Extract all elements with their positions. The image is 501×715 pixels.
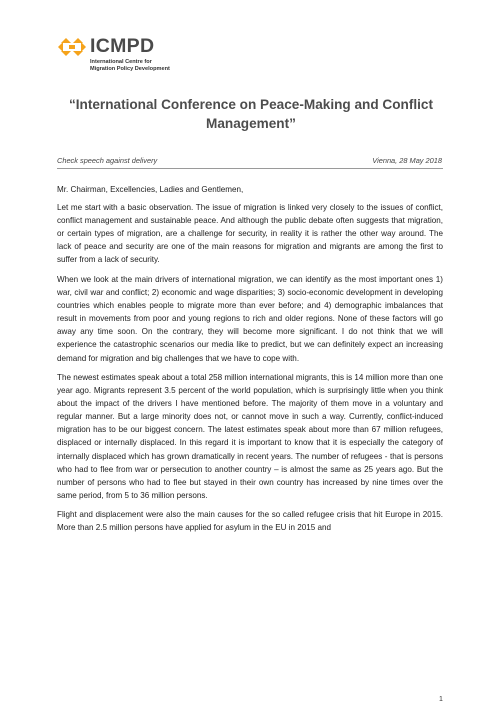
logo-wordmark: ICMPD: [90, 35, 155, 57]
document-title: “International Conference on Peace-Making and Conflict Management”: [68, 97, 434, 131]
delivery-note: Check speech against delivery: [57, 156, 158, 165]
paragraph-3: The newest estimates speak about a total 258 million international migrants, this is 14 million more than one year ago. Migrants represent 3.5 percent of the world population, which is surprisingly little when you think about the impact of the drivers I have mentioned before. The majority of them move in a voluntary and regular manner. But a large minority does not, or cannot move in such a way. Currently, conflict-induced migration has to be our biggest concern. The latest estimates speak about more than 67 million refugees, displaced or internally displaced. In this regard it is important to know that it is especially the category of internally displaced which has grown dramatically in recent years. The number of refugees - that is persons who had to flee from war or persecution to another country – is almost the same as 25 years ago. But the number of persons who had to flee but stayed in their own country has increased by nine times over the same period, from 5 to 36 million persons.: [57, 373, 444, 500]
page-number: 1: [439, 696, 443, 703]
salutation: Mr. Chairman, Excellencies, Ladies and Gentlemen,: [57, 185, 244, 194]
icmpd-arrows-icon: [57, 36, 87, 58]
paragraph-1: Let me start with a basic observation. The issue of migration is linked very closely to the issues of conflict, conflict management and sustainable peace. And although the public debate often suggests that migration, or certain types of migration, are a challenge for security, in reality it is rather the other way around. The lack of peace and security are one of the main reasons for migration and migrants are among the first to suffer from a lack of security.: [57, 203, 443, 265]
logo-subtitle-line1: International Centre for: [90, 59, 152, 65]
paragraph-4: Flight and displacement were also the main causes for the so called refugee crisis that hit Europe in 2015. More than 2.5 million persons have applied for asylum in the EU in 2015 and: [57, 510, 443, 533]
meta-line: [57, 156, 442, 165]
speech-body: [57, 183, 443, 541]
icmpd-logo: [57, 34, 257, 80]
date-location: Vienna, 28 May 2018: [372, 156, 442, 165]
header-divider: [57, 168, 443, 169]
paragraph-2: When we look at the main drivers of international migration, we can identify as the most important ones 1) war, civil war and conflict; 2) economic and wage disparities; 3) socio-economic development in developing countries which enables people to migrate more than ever before; and 4) demographic imbalances that result in movements from poor and young regions to rich and older regions. None of these factors will go away any time soon. On the contrary, they will become more significant. I do not think that we will experience the catastrophic scenarios our media like to predict, but we can definitely expect an increasing demand for migration and big challenges that we have to cope with.: [57, 274, 443, 363]
logo-subtitle-line2: Migration Policy Development: [90, 66, 170, 72]
